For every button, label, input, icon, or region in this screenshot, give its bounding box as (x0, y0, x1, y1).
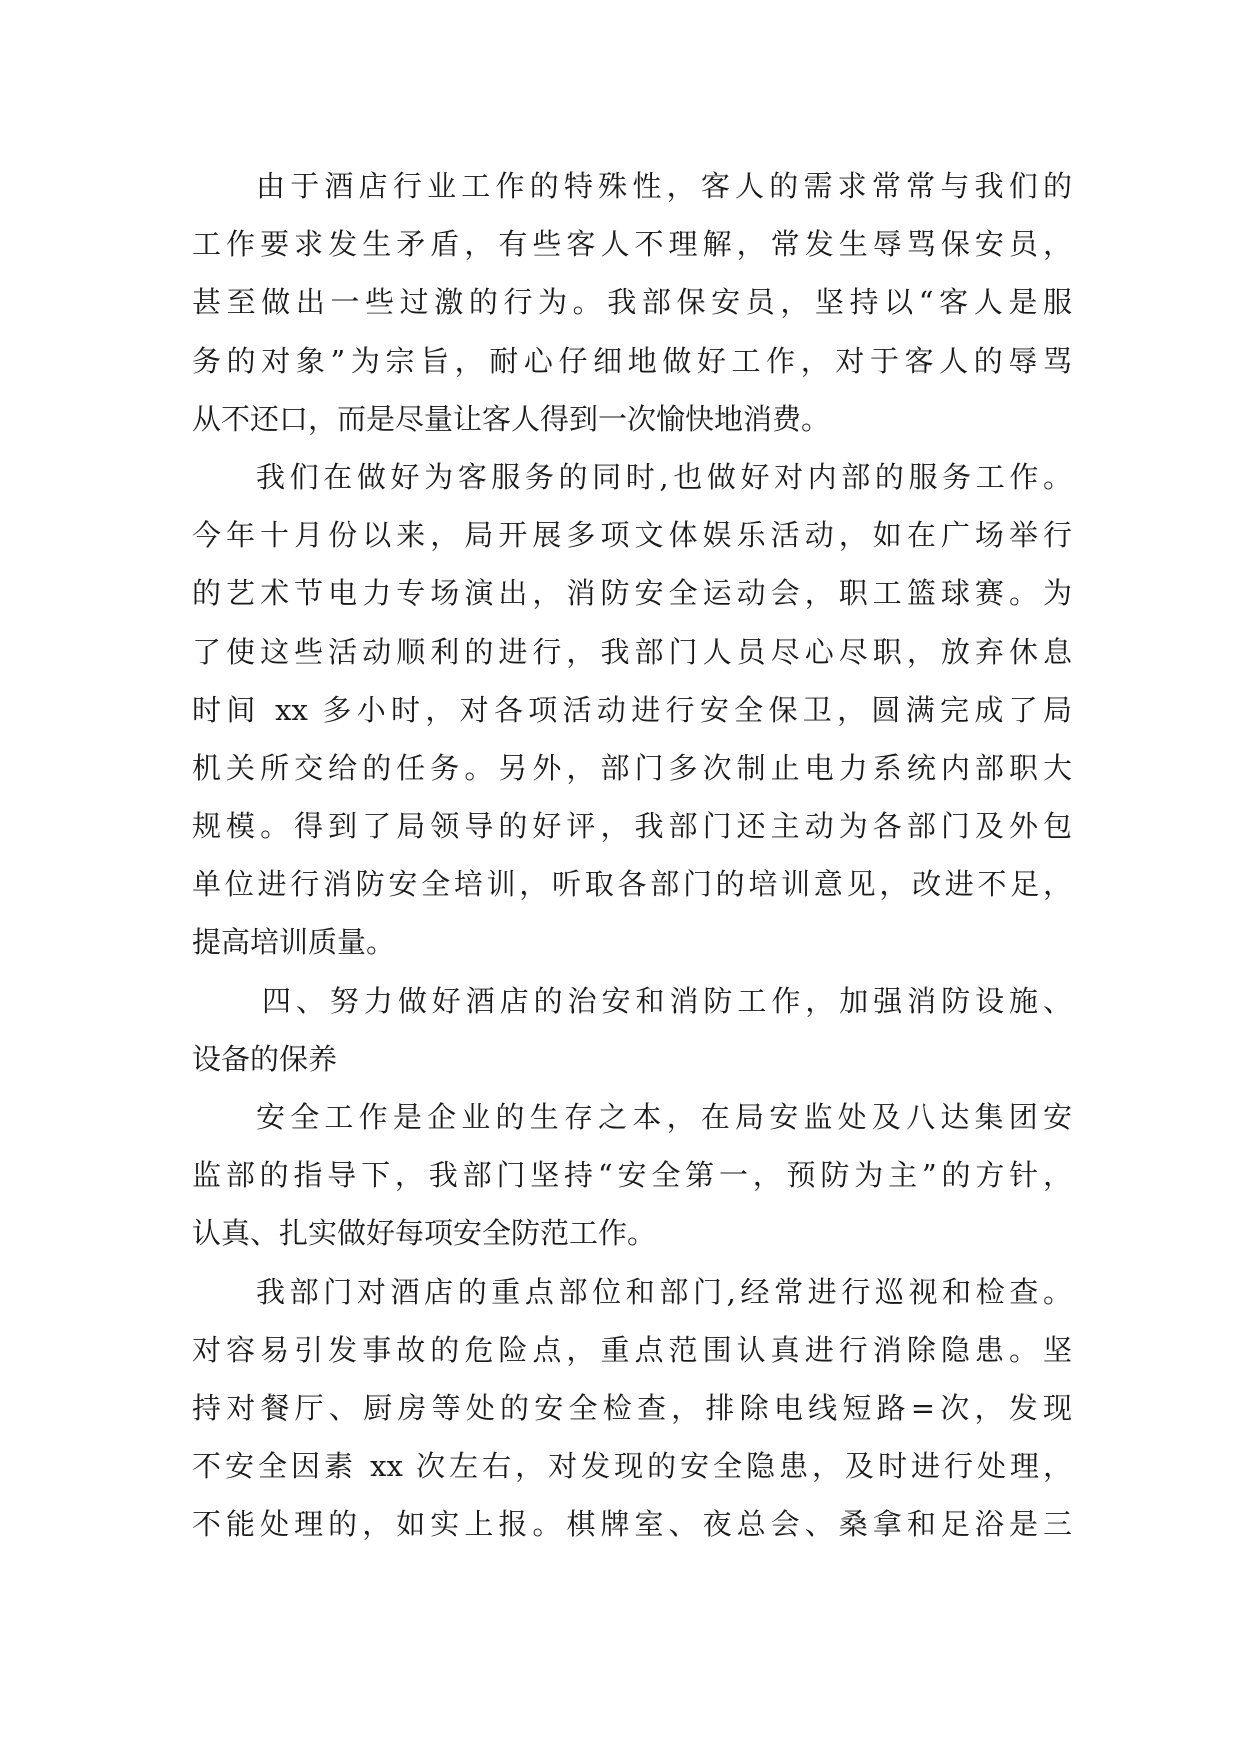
paragraph-line: 不安全因素 xx 次左右，对发现的安全隐患，及时进行处理， (192, 1449, 1072, 1484)
paragraph-line: 我们在做好为客服务的同时,也做好对内部的服务工作。 (256, 459, 1072, 494)
paragraph-line: 工作要求发生矛盾，有些客人不理解，常发生辱骂保安员， (192, 227, 1072, 262)
paragraph-line: 甚至做出一些过激的行为。我部保安员，坚持以“客人是服 (192, 285, 1072, 320)
paragraph-line: 务的对象”为宗旨，耐心仔细地做好工作，对于客人的辱骂 (192, 343, 1072, 378)
paragraph-line: 从不还口，而是尽量让客人得到一次愉快地消费。 (192, 401, 831, 436)
paragraph-line: 安全工作是企业的生存之本，在局安监处及八达集团安 (256, 1100, 1072, 1134)
paragraph-line: 持对餐厅、厨房等处的安全检查，排除电线短路=次，发现 (192, 1390, 1072, 1425)
section-heading-line: 设备的保养 (192, 1041, 338, 1076)
paragraph-line: 机关所交给的任务。另外，部门多次制止电力系统内部职大 (192, 750, 1072, 785)
paragraph-line: 监部的指导下，我部门坚持“安全第一，预防为主”的方针， (192, 1158, 1072, 1193)
paragraph-line: 规模。得到了局领导的好评，我部门还主动为各部门及外包 (192, 809, 1072, 844)
paragraph-line: 时间 xx 多小时，对各项活动进行安全保卫，圆满完成了局 (192, 692, 1072, 727)
paragraph-line: 对容易引发事故的危险点，重点范围认真进行消除隐患。坚 (192, 1332, 1072, 1367)
paragraph-line: 不能处理的，如实上报。棋牌室、夜总会、桑拿和足浴是三 (192, 1507, 1072, 1542)
paragraph-line: 由于酒店行业工作的特殊性，客人的需求常常与我们的 (256, 169, 1072, 203)
paragraph-line: 了使这些活动顺利的进行，我部门人员尽心尽职，放弃休息 (192, 634, 1072, 669)
paragraph-line: 我部门对酒店的重点部位和部门,经常进行巡视和检查。 (256, 1274, 1072, 1309)
section-heading-line: 四、努力做好酒店的治安和消防工作，加强消防设施、 (262, 983, 1072, 1018)
paragraph-line: 提高培训质量。 (192, 925, 396, 960)
paragraph-line: 的艺术节电力专场演出，消防安全运动会，职工篮球赛。为 (192, 576, 1072, 611)
paragraph-line: 认真、扎实做好每项安全防范工作。 (192, 1216, 657, 1251)
paragraph-line: 今年十月份以来，局开展多项文体娱乐活动，如在广场举行 (192, 518, 1072, 553)
paragraph-line: 单位进行消防安全培训，听取各部门的培训意见，改进不足， (192, 867, 1072, 902)
document-body (192, 157, 1072, 1554)
